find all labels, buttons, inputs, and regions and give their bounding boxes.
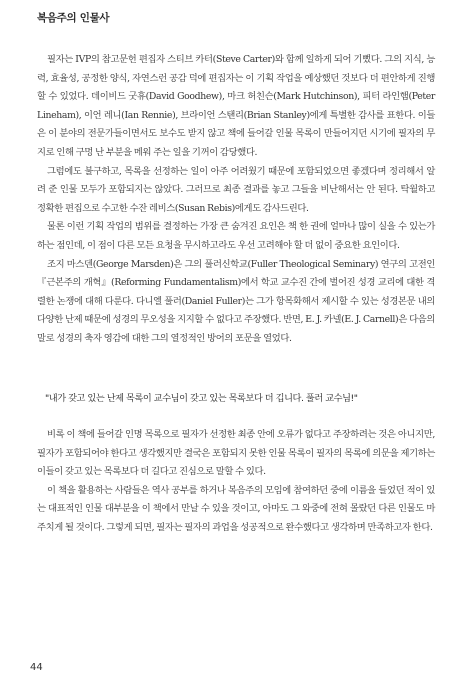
body-text-bottom	[37, 426, 435, 538]
pull-quote: "내가 갖고 있는 난제 목록이 교수님이 갖고 있는 목록보다 더 깁니다. 풀러 교수님!"	[45, 393, 358, 404]
paragraph: 물론 이런 기획 작업의 범위를 결정하는 가장 큰 숨겨진 요인은 책 한 권에 얼마나 많이 실을 수 있는가 하는 점인데, 이 점이 다른 모든 요청을 무시하고라도 우선 고려해야 할 더 없이 중요한 요인이다.	[37, 221, 435, 251]
page-number: 44	[30, 662, 43, 673]
body-text-top	[37, 51, 435, 349]
paragraph: 그럼에도 불구하고, 목록을 선정하는 일이 아주 어려웠기 때문에 포함되었으면 좋겠다며 정리해서 알려 준 인물 모두가 포함되지는 않았다. 그러므로 최종 결과를 놓고 그들을 비난해서는 안 된다. 탁월하고 정확한 편집으로 수고한 수잔 레비스(Susan Rebis)에게도 감사드린다.	[37, 165, 435, 214]
running-head: 복음주의 인물사	[37, 12, 110, 24]
paragraph: 비록 이 책에 들어갈 인명 목록으로 필자가 선정한 최종 안에 오류가 없다고 주장하려는 것은 아니지만, 필자가 포함되어야 한다고 생각했지만 결국은 포함되지 못한 인물 목록이 필자의 목록에 의문을 제기하는 이들이 갖고 있는 목록보다 더 길다고 진심으로 말할 수 있다.	[37, 429, 435, 478]
paragraph: 필자는 IVP의 참고문헌 편집자 스티브 카터(Steve Carter)와 함께 일하게 되어 기뻤다. 그의 지식, 능력, 효율성, 공정한 양식, 자연스런 공감 덕에 편집자는 이 기획 작업을 예상했던 것보다 더 편안하게 진행할 수 있었다. 데이비드 굿휴(David Goodhew), 마크 허친슨(Mark Hutchinson), 피터 라인햄(Peter Lineham), 이언 레니(Ian Rennie), 브라이언 스탠리(Brian Stanley)에게 특별한 감사를 표한다. 이들은 이 분야의 전문가들이면서도 보수도 받지 않고 책에 들어갈 인물 목록이 만들어지던 시기에 필자의 무지로 인해 구멍 난 부분을 메워 주는 일을 기꺼이 감당했다.	[37, 54, 435, 158]
paragraph: 이 책을 활용하는 사람들은 역사 공부를 하거나 복음주의 모임에 참여하던 중에 이름을 들었던 적이 있는 대표적인 인물 대부분을 이 책에서 만날 수 있을 것이고, 아마도 그 와중에 전혀 몰랐던 다른 인물도 마주치게 될 것이다. 그렇게 되면, 필자는 필자의 과업을 성공적으로 완수했다고 생각하며 만족하고자 한다.	[37, 484, 435, 533]
paragraph: 조지 마스덴(George Marsden)은 그의 풀러신학교(Fuller Theological Seminary) 연구의 고전인 『근본주의 개혁』(Reforming Fundamentalism)에서 학교 교수진 간에 벌어진 성경 교리에 대한 격렬한 논쟁에 대해 다룬다. 다니엘 풀러(Daniel Fuller)는 그가 항목화해서 제시할 수 있는 성경본문 내의 다양한 난제 때문에 성경의 무오성을 지지할 수 없다고 주장했다. 반면, E. J. 카넬(E. J. Carnell)은 다음의 말로 성경의 축자 영감에 대한 그의 열정적인 방어의 포문을 열었다.	[37, 258, 435, 344]
